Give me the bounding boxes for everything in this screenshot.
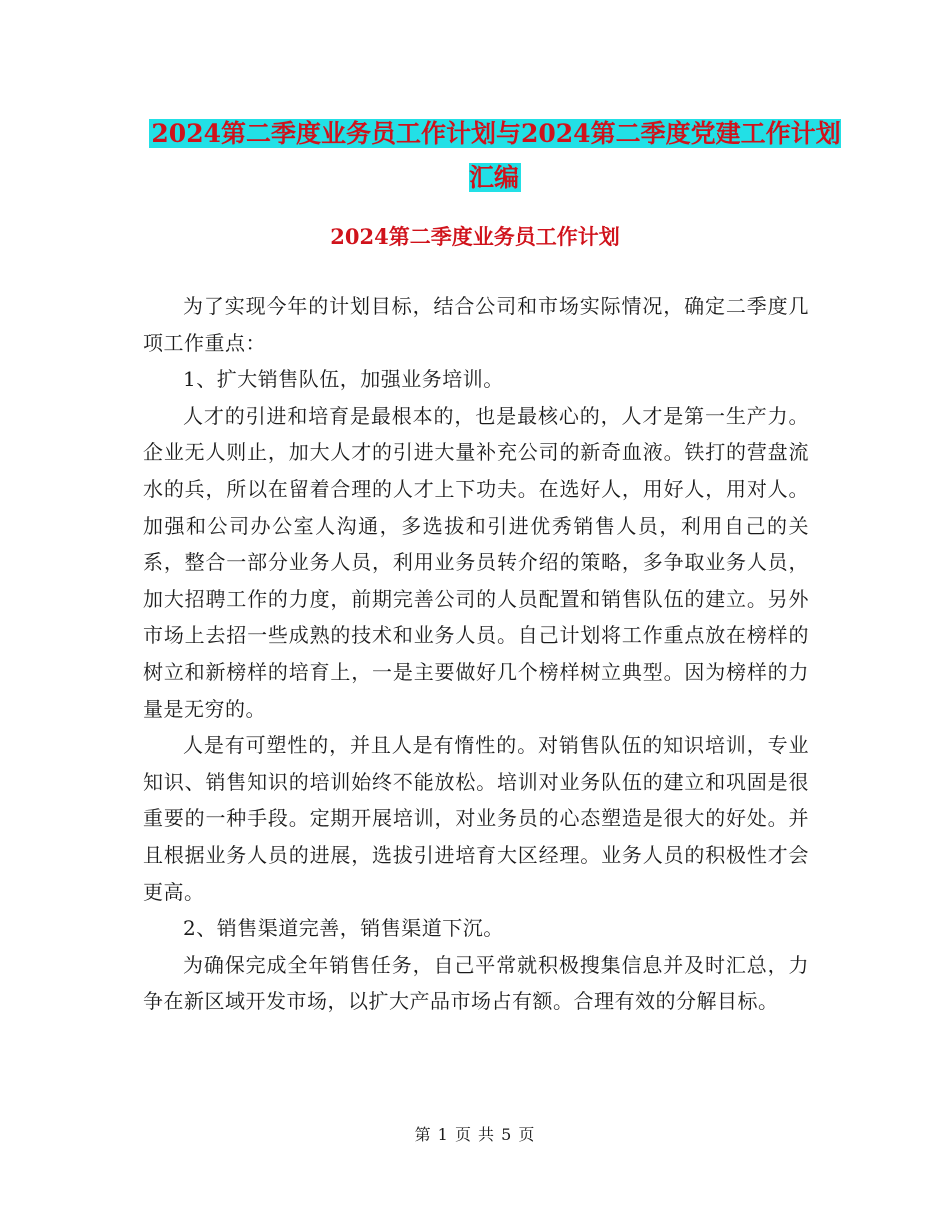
page-footer: 第 1 页 共 5 页 [414, 1125, 536, 1144]
section-title: 2024第二季度业务员工作计划 [330, 224, 620, 249]
paragraph: 1、扩大销售队伍，加强业务培训。 [183, 367, 504, 392]
paragraph: 2、销售渠道完善，销售渠道下沉。 [183, 916, 504, 941]
paragraph: 为了实现今年的计划目标，结合公司和市场实际情况，确定二季度几项工作重点： [143, 294, 809, 355]
paragraph: 人是有可塑性的，并且人是有惰性的。对销售队伍的知识培训，专业知识、销售知识的培训始终不能放松。培训对业务队伍的建立和巩固是很重要的一种手段。定期开展培训，对业务员的心态塑造是很大的好处。并且根据业务人员的进展，选拔引进培育大区经理。业务人员的积极性才会更高。 [143, 733, 809, 904]
paragraph: 为确保完成全年销售任务，自己平常就积极搜集信息并及时汇总，力争在新区域开发市场，以扩大产品市场占有额。合理有效的分解目标。 [143, 952, 809, 1014]
document-title [140, 112, 850, 200]
document-body [143, 288, 809, 1020]
paragraph: 人才的引进和培育是最根本的，也是最核心的，人才是第一生产力。企业无人则止，加大人才的引进大量补充公司的新奇血液。铁打的营盘流水的兵，所以在留着合理的人才上下功夫。在选好人，用好人，用对人。加强和公司办公室人沟通，多选拔和引进优秀销售人员，利用自己的关系，整合一部分业务人员，利用业务员转介绍的策略，多争取业务人员，加大招聘工作的力度，前期完善公司的人员配置和销售队伍的建立。另外市场上去招一些成熟的技术和业务人员。自己计划将工作重点放在榜样的树立和新榜样的培育上，一是主要做好几个榜样树立典型。因为榜样的力量是无穷的。 [143, 403, 809, 721]
title-highlight: 2024第二季度业务员工作计划与2024第二季度党建工作计划汇编 [151, 119, 841, 192]
